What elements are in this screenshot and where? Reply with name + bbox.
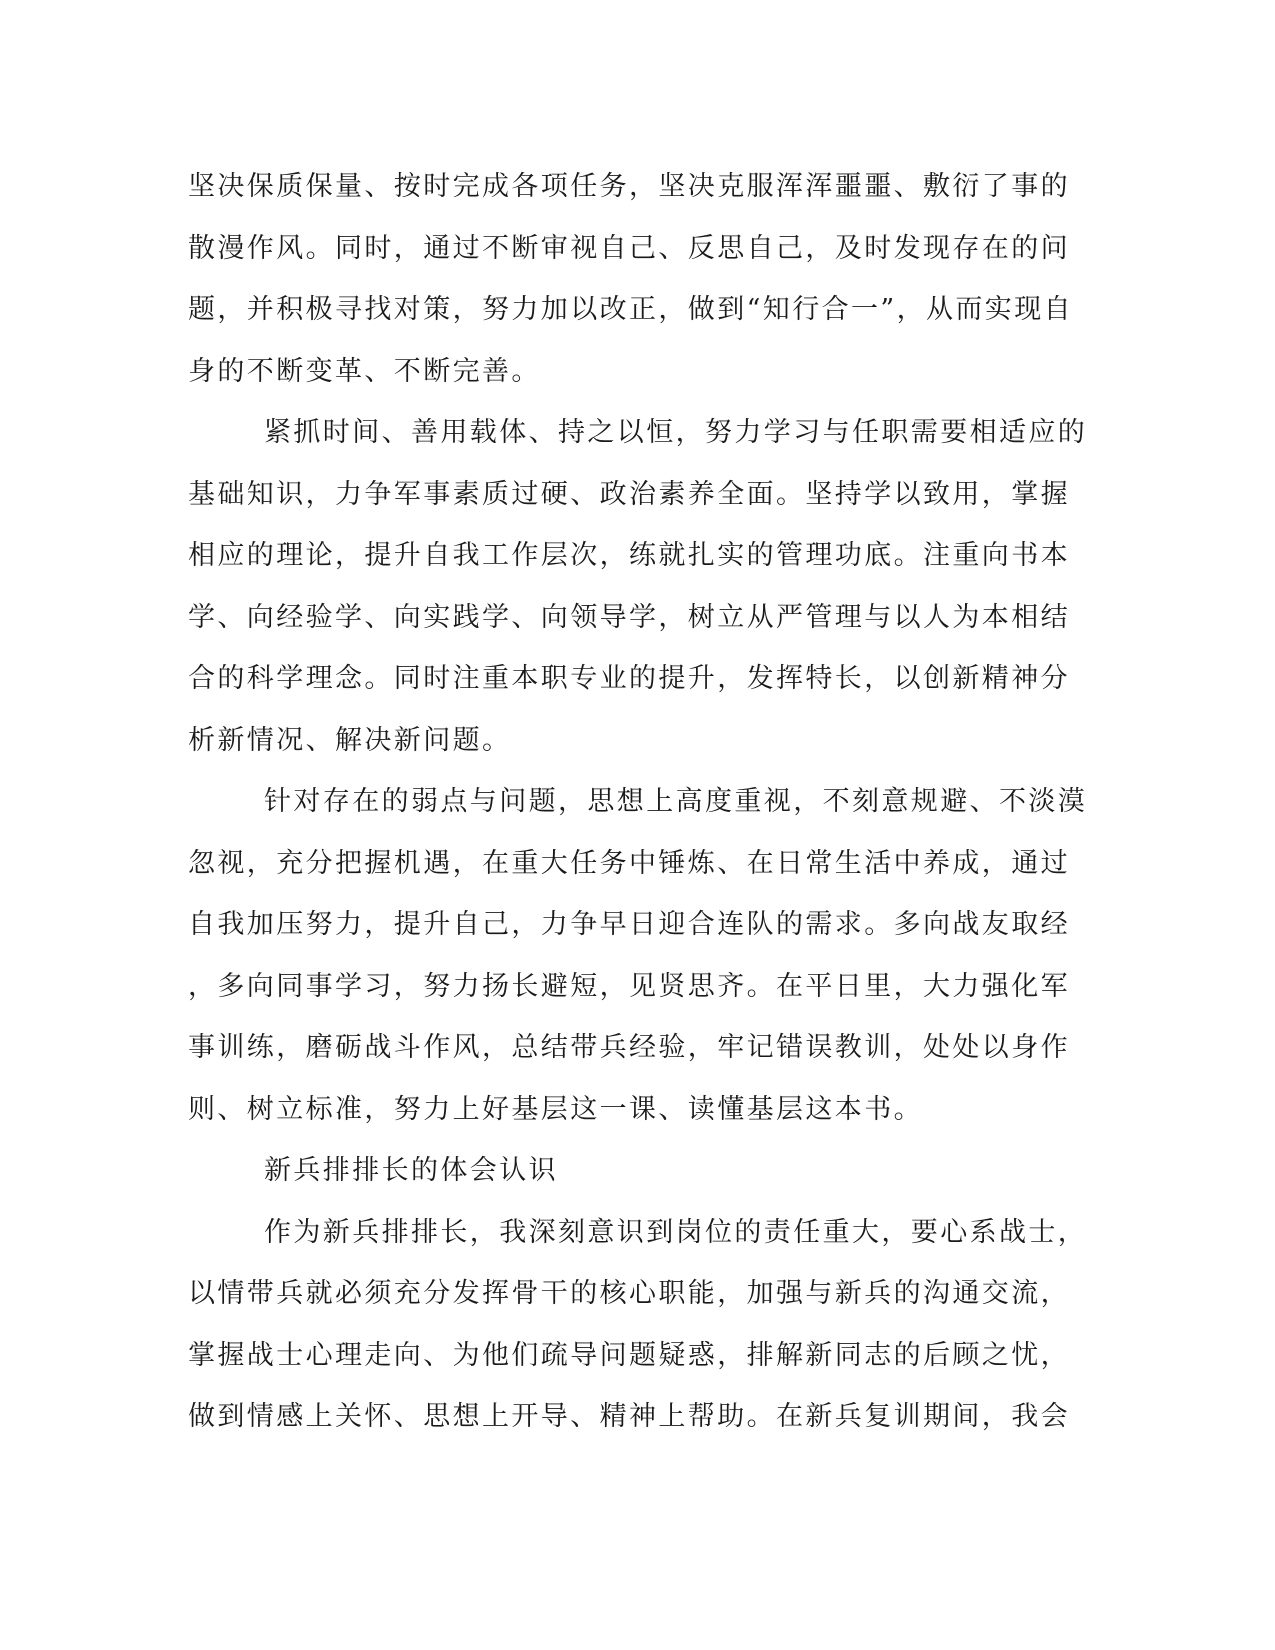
paragraph-4 [188, 1202, 1088, 1448]
text-line: 作为新兵排排长，我深刻意识到岗位的责任重大，要心系战士， [264, 1216, 1088, 1248]
document-body [188, 156, 1088, 1448]
text-line: 题，并积极寻找对策，努力加以改正，做到“知行合一”，从而实现自 [188, 294, 1074, 325]
text-line: 忽视，充分把握机遇，在重大任务中锤炼、在日常生活中养成，通过 [188, 847, 1070, 879]
text-line: 坚决保质保量、按时完成各项任务，坚决克服浑浑噩噩、敷衍了事的 [188, 171, 1070, 202]
paragraph-3 [188, 771, 1088, 1140]
text-line: 合的科学理念。同时注重本职专业的提升，发挥特长，以创新精神分 [188, 663, 1070, 694]
text-line: 学、向经验学、向实践学、向领导学，树立从严管理与以人为本相结 [188, 601, 1070, 633]
text-line: 紧抓时间、善用载体、持之以恒，努力学习与任职需要相适应的 [264, 417, 1088, 448]
heading-text: 新兵排排长的体会认识 [264, 1155, 558, 1186]
text-line: 事训练，磨砺战斗作风，总结带兵经验，牢记错误教训，处处以身作 [188, 1032, 1070, 1063]
text-line: 相应的理论，提升自我工作层次，练就扎实的管理功底。注重向书本 [188, 540, 1070, 571]
text-line: 自我加压努力，提升自己，力争早日迎合连队的需求。多向战友取经 [188, 909, 1070, 940]
text-line: 基础知识，力争军事素质过硬、政治素养全面。坚持学以致用，掌握 [188, 478, 1070, 510]
text-line: 掌握战士心理走向、为他们疏导问题疑惑，排解新同志的后顾之忧， [188, 1339, 1070, 1371]
text-line: 散漫作风。同时，通过不断审视自己、反思自己，及时发现存在的问 [188, 232, 1070, 264]
text-line: 针对存在的弱点与问题，思想上高度重视，不刻意规避、不淡漠 [264, 786, 1088, 817]
paragraph-2 [188, 402, 1088, 771]
text-line: 身的不断变革、不断完善。 [188, 355, 541, 387]
text-line: 做到情感上关怀、思想上开导、精神上帮助。在新兵复训期间，我会 [188, 1401, 1070, 1432]
text-line: 则、树立标准，努力上好基层这一课、读懂基层这本书。 [188, 1093, 923, 1125]
text-line: ，多向同事学习，努力扬长避短，见贤思齐。在平日里，大力强化军 [188, 970, 1070, 1002]
text-line: 以情带兵就必须充分发挥骨干的核心职能，加强与新兵的沟通交流， [188, 1278, 1070, 1309]
text-line: 析新情况、解决新问题。 [188, 724, 512, 756]
section-heading [188, 1140, 1088, 1202]
paragraph-1 [188, 156, 1088, 402]
